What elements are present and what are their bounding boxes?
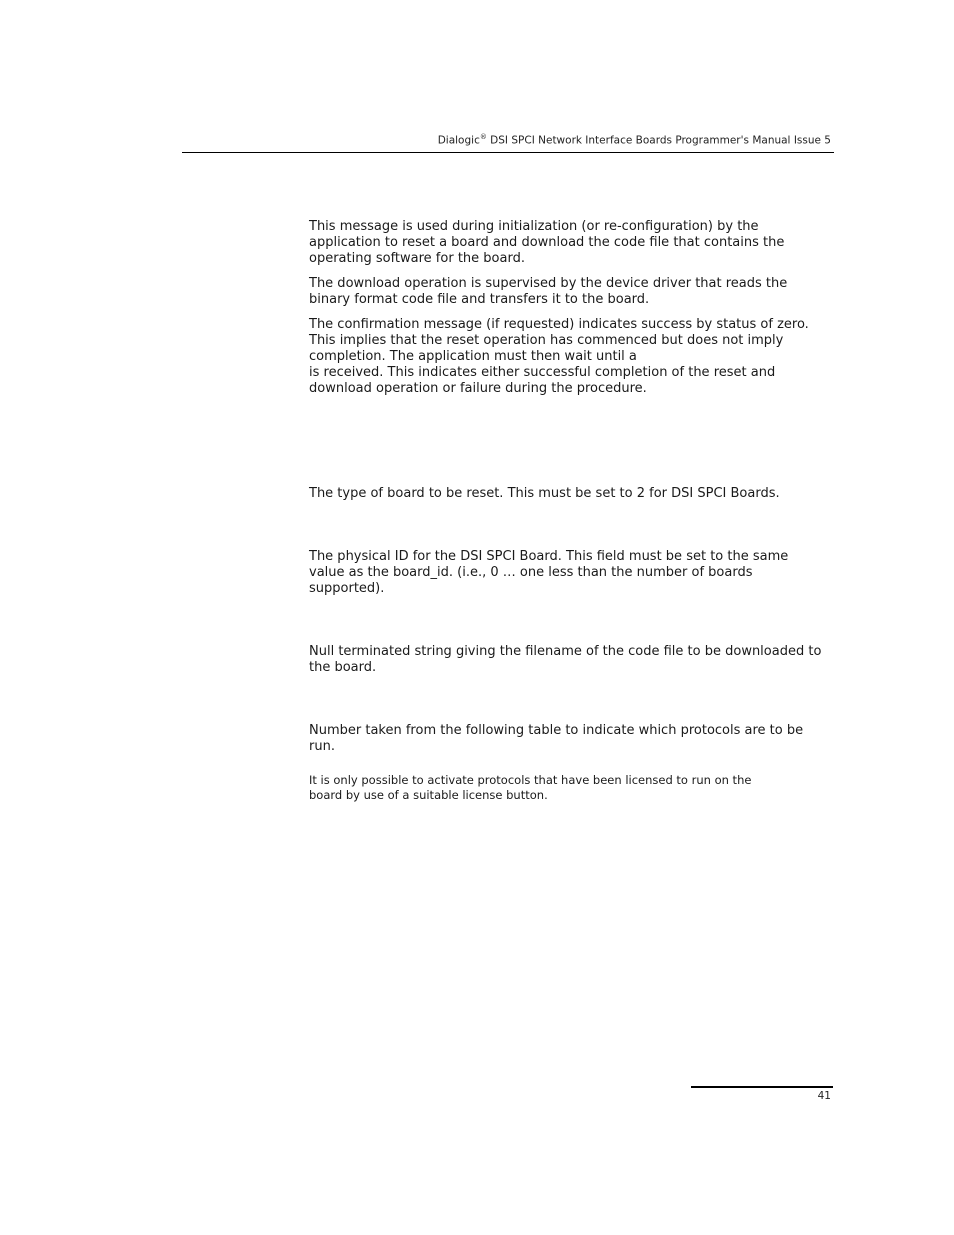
text-line: the board. — [309, 660, 377, 675]
header-brand: Dialogic — [437, 134, 480, 147]
text-line: This message is used during initialization (or re-configuration) by the — [309, 219, 759, 234]
text-line: is received. This indicates either successful completion of the reset and — [309, 365, 776, 380]
text-line: This implies that the reset operation has commenced but does not imply — [309, 333, 784, 348]
header-rule — [182, 152, 834, 153]
text-line: binary format code file and transfers it to the board. — [309, 292, 650, 307]
text-line: board by use of a suitable license button. — [309, 788, 548, 802]
text-line: The download operation is supervised by the device driver that reads the — [309, 276, 788, 291]
text-line: run. — [309, 739, 335, 754]
text-line: The type of board to be reset. This must be set to 2 for DSI SPCI Boards. — [309, 486, 780, 501]
registered-mark: ® — [479, 133, 487, 141]
intro-paragraph — [309, 219, 834, 267]
text-line: completion. The application must then wait until a — [309, 349, 637, 364]
text-line: download operation or failure during the procedure. — [309, 381, 647, 396]
text-line: The confirmation message (if requested) indicates success by status of zero. — [309, 317, 809, 332]
filename-description — [309, 644, 834, 676]
protocols-description — [309, 723, 834, 755]
physical-id-description — [309, 549, 834, 597]
confirmation-paragraph — [309, 317, 834, 397]
board-type-description — [309, 486, 834, 502]
text-line: Null terminated string giving the filename of the code file to be downloaded to — [309, 644, 822, 659]
license-note — [309, 773, 834, 803]
download-paragraph — [309, 276, 834, 308]
text-line: The physical ID for the DSI SPCI Board. This field must be set to the same — [309, 549, 789, 564]
text-line: application to reset a board and download the code file that contains the — [309, 235, 785, 250]
running-header — [438, 133, 831, 147]
footer-rule — [691, 1086, 833, 1088]
header-title: DSI SPCI Network Interface Boards Programmer's Manual Issue 5 — [486, 134, 831, 147]
text-line: It is only possible to activate protocols that have been licensed to run on the — [309, 773, 752, 787]
text-line: Number taken from the following table to indicate which protocols are to be — [309, 723, 804, 738]
text-line: supported). — [309, 581, 385, 596]
page-number: 41 — [817, 1090, 831, 1102]
text-line: operating software for the board. — [309, 251, 525, 266]
text-line: value as the board_id. (i.e., 0 … one less than the number of boards — [309, 565, 753, 580]
